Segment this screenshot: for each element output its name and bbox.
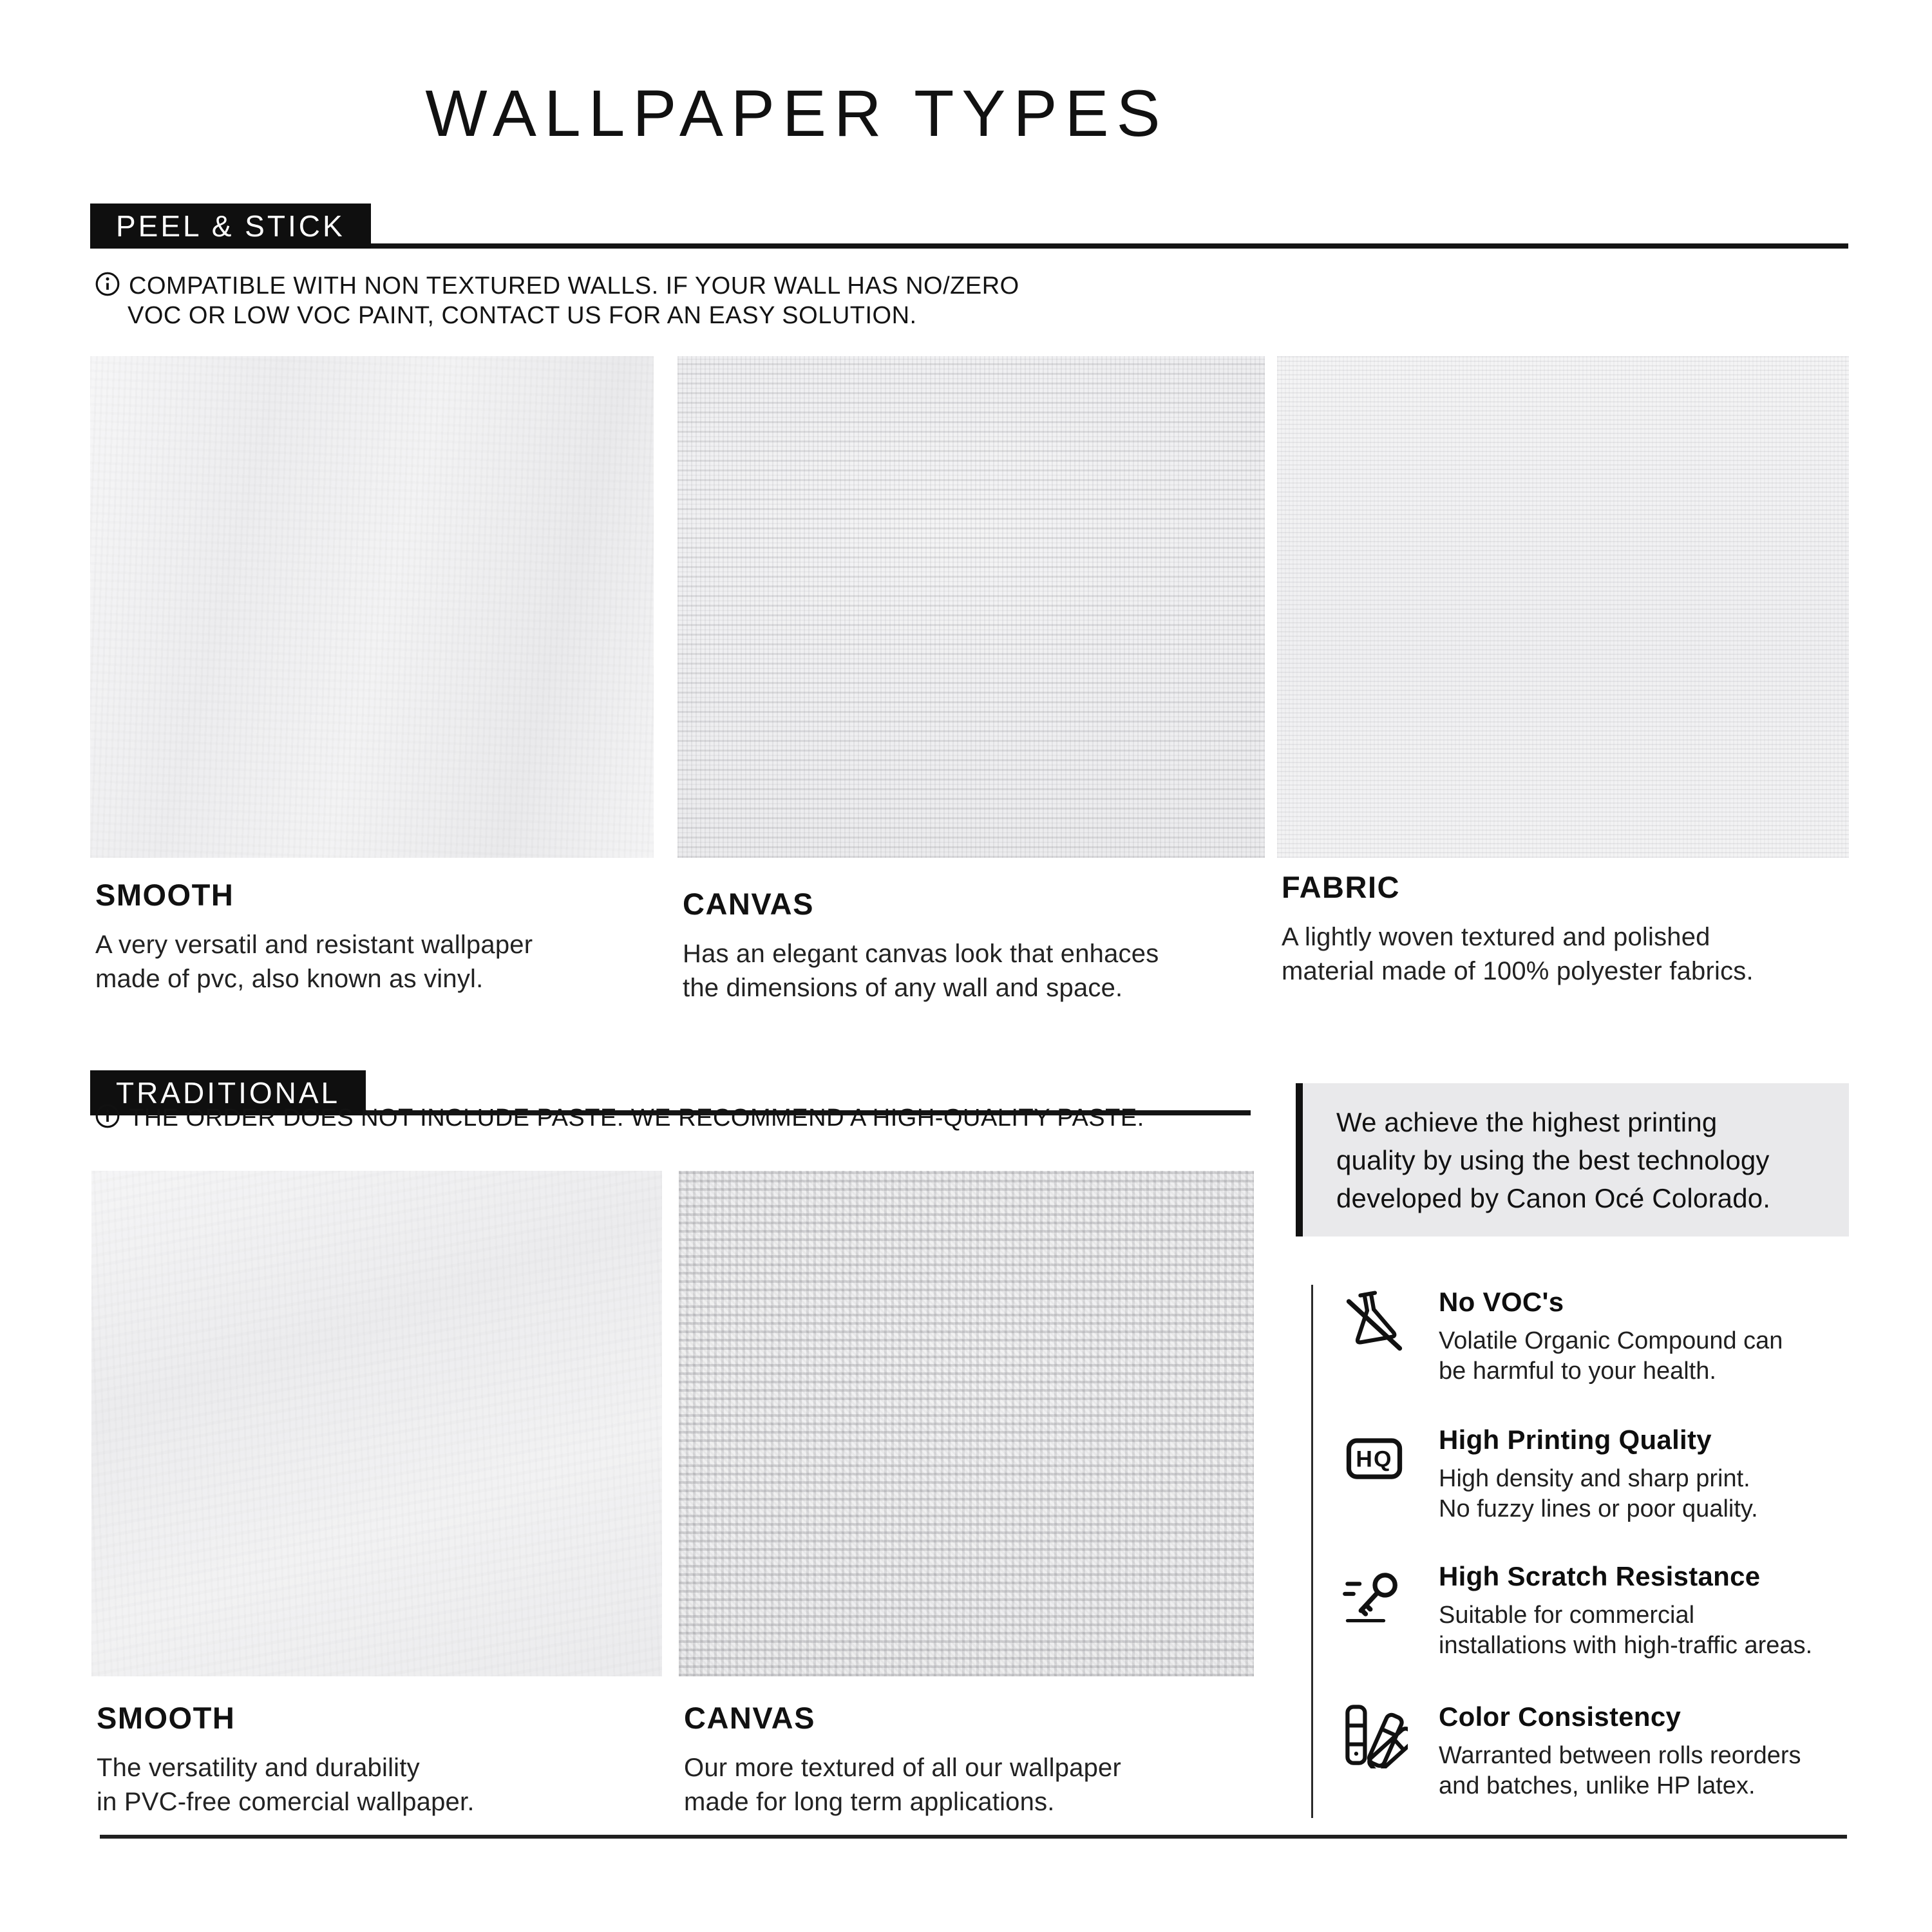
swatch-title: SMOOTH: [97, 1701, 236, 1735]
feature-high-printing-quality: [1341, 1425, 1856, 1524]
swatch-image-smooth: [90, 356, 654, 858]
swatch-desc-line: material made of 100% polyester fabrics.: [1282, 957, 1754, 985]
feature-desc-line: High density and sharp print.: [1439, 1465, 1750, 1492]
feature-high-scratch-resistance: [1341, 1561, 1856, 1661]
swatch-title: CANVAS: [683, 887, 814, 921]
scratch-key-icon: [1341, 1561, 1408, 1628]
feature-desc-line: Warranted between rolls reorders: [1439, 1742, 1801, 1769]
section-badge-peel-stick: PEEL & STICK: [90, 204, 371, 249]
color-swatches-icon: [1341, 1701, 1408, 1768]
hq-badge-icon: [1341, 1425, 1408, 1492]
info-icon: [94, 270, 121, 298]
feature-desc-line: Suitable for commercial: [1439, 1602, 1695, 1629]
caption-smooth-traditional: [97, 1700, 475, 1819]
swatch-desc-line: the dimensions of any wall and space.: [683, 974, 1123, 1002]
printing-quality-panel: [1296, 1083, 1849, 1236]
features-divider-line: [1311, 1285, 1313, 1818]
swatch-image-smooth-traditional: [91, 1171, 662, 1676]
swatch-desc-line: made of pvc, also known as vinyl.: [95, 965, 484, 993]
swatch-image-canvas: [677, 356, 1265, 858]
feature-title: High Printing Quality: [1439, 1425, 1712, 1455]
swatch-image-fabric: [1277, 356, 1849, 858]
feature-desc-line: and batches, unlike HP latex.: [1439, 1772, 1756, 1799]
swatch-image-canvas-traditional: [679, 1171, 1254, 1676]
note-line: COMPATIBLE WITH NON TEXTURED WALLS. IF YOUR WALL HAS NO/ZERO: [129, 272, 1019, 299]
svg-text:HQ: HQ: [1356, 1446, 1393, 1472]
swatch-desc-line: in PVC-free comercial wallpaper.: [97, 1788, 475, 1816]
note-traditional: [94, 1103, 1144, 1133]
swatch-title: SMOOTH: [95, 878, 234, 912]
feature-desc-line: No fuzzy lines or poor quality.: [1439, 1495, 1758, 1522]
section-head-peel-stick: [90, 204, 1848, 249]
swatch-desc-line: Has an elegant canvas look that enhaces: [683, 940, 1159, 968]
swatch-title: FABRIC: [1282, 870, 1400, 904]
feature-desc-line: Volatile Organic Compound can: [1439, 1327, 1783, 1354]
quality-note-line: quality by using the best technology: [1336, 1144, 1770, 1175]
note-line: VOC OR LOW VOC PAINT, CONTACT US FOR AN EASY SOLUTION.: [128, 302, 917, 329]
flask-no-voc-icon: [1341, 1287, 1408, 1354]
caption-canvas-traditional: [684, 1700, 1121, 1819]
feature-title: Color Consistency: [1439, 1701, 1681, 1732]
swatch-desc-line: A lightly woven textured and polished: [1282, 923, 1710, 951]
quality-note-line: developed by Canon Océ Colorado.: [1336, 1182, 1771, 1213]
caption-fabric: [1282, 869, 1754, 989]
note-peel-stick: [94, 270, 1019, 330]
swatch-desc-line: made for long term applications.: [684, 1788, 1055, 1816]
swatch-title: CANVAS: [684, 1701, 815, 1735]
caption-canvas: [683, 886, 1159, 1005]
caption-smooth: [95, 877, 533, 996]
feature-desc-line: be harmful to your health.: [1439, 1358, 1716, 1385]
feature-desc-line: installations with high-traffic areas.: [1439, 1632, 1813, 1659]
swatch-desc-line: The versatility and durability: [97, 1754, 420, 1782]
note-line: THE ORDER DOES NOT INCLUDE PASTE. WE RECOMMEND A HIGH-QUALITY PASTE.: [129, 1104, 1144, 1132]
quality-note-line: We achieve the highest printing: [1336, 1106, 1718, 1137]
feature-no-vocs: [1341, 1287, 1856, 1387]
section-badge-traditional: TRADITIONAL: [90, 1070, 366, 1115]
info-icon: [94, 1103, 121, 1130]
swatch-desc-line: Our more textured of all our wallpaper: [684, 1754, 1122, 1782]
page-title: WALLPAPER TYPES: [425, 77, 1168, 150]
feature-title: High Scratch Resistance: [1439, 1561, 1761, 1591]
swatch-desc-line: A very versatil and resistant wallpaper: [95, 931, 533, 959]
bottom-divider-line: [100, 1835, 1847, 1839]
feature-color-consistency: [1341, 1701, 1856, 1801]
feature-title: No VOC's: [1439, 1287, 1564, 1317]
